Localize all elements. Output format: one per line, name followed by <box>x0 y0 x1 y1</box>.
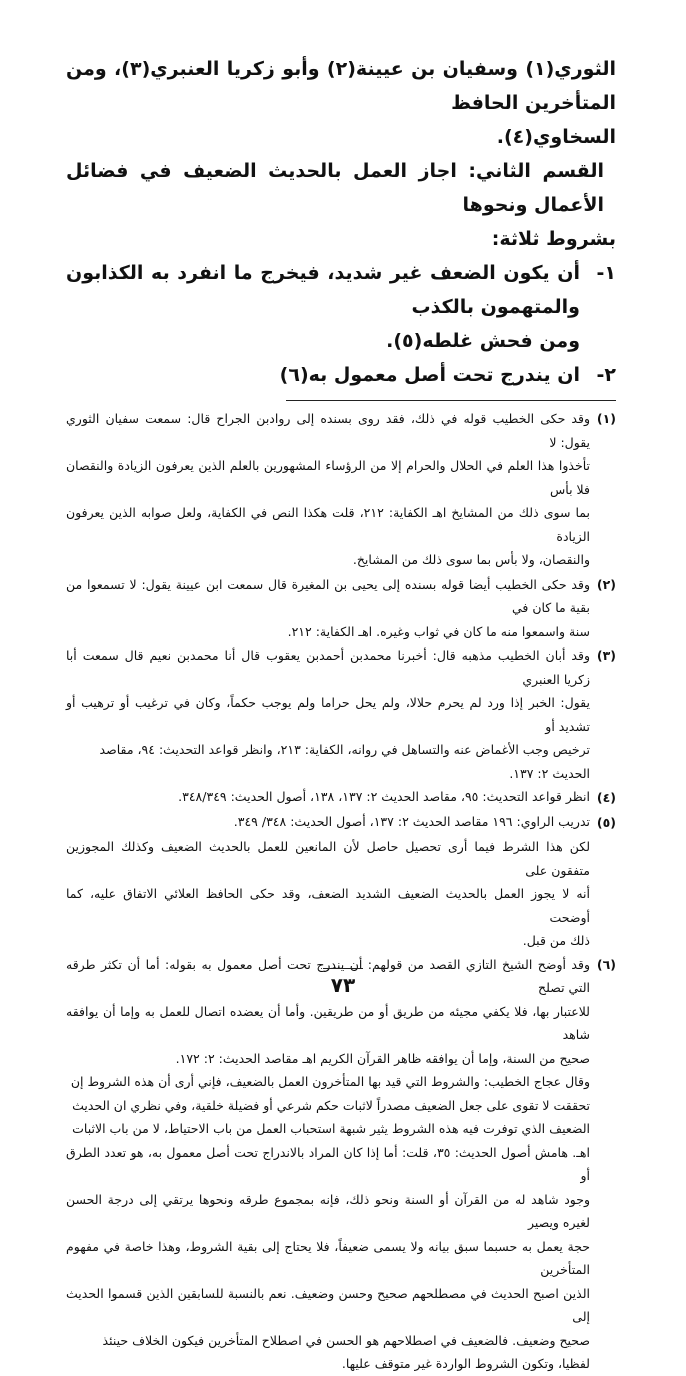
footnote-number: (٢) <box>596 576 616 592</box>
footnote-line: وقد حكى الخطيب أيضا قوله بسنده إلى يحيى بن المغيرة قال سمعت ابن عيينة يقول: لا تسمعوا من بقية ما كان في <box>66 576 590 615</box>
footnote-separator <box>286 400 616 401</box>
footnote-line: سنة واسمعوا منه ما كان في ثواب وغيره. اهـ الكفاية: ٢١٢. <box>287 623 590 639</box>
footnote-line: وقد أبان الخطيب مذهبه قال: أخبرنا محمدبن أحمدبن يعقوب قال أنا محمدبن نعيم قال سمعت أبا زكريا العنبري <box>66 648 590 687</box>
main-line: الثوري(١) وسفيان بن عيينة(٢) وأبو زكريا العنبري(٣)، ومن المتأخرين الحافظ <box>66 58 616 114</box>
footnotes <box>66 407 616 1376</box>
footnote-line: انظر قواعد التحديث: ٩٥، مقاصد الحديث ٢: ١٣٧، ١٣٨، أصول الحديث: ٣٤٨/٣٤٩. <box>178 789 590 804</box>
footnote-line: للاعتبار بها، فلا يكفي مجيئه من طريق أو من طريقين. وأما أن يعضده اتصال للعمل به وإما أن يوافقه شاهد <box>66 1003 590 1042</box>
footnote <box>66 786 616 810</box>
footnote-number: (٤) <box>596 790 616 805</box>
footnote-number: (١) <box>596 411 616 426</box>
condition-number: ٢- <box>596 364 616 386</box>
footnote-line: وقد حكى الخطيب قوله في ذلك، فقد روى بسنده إلى روادبن الجراح قال: سمعت سفيان الثوري يقول: لا <box>66 411 590 450</box>
footnote-line: يقول: الخبر إذا ورد لم يحرم حلالا، ولم يحل حراما ولم يوجب حكماً، وكان في ترغيب أو ترهيب أو تشديد أو <box>66 695 590 734</box>
footnote <box>66 407 616 572</box>
footnote-line: صحيح من السنة، وإما أن يوافقه ظاهر القرآن الكريم اهـ مقاصد الحديث: ٢: ١٧٢. <box>175 1050 590 1066</box>
condition-item <box>66 256 616 358</box>
footnote-line: تأخذوا هذا العلم في الحلال والحرام إلا من الرؤساء المشهورين بالعلم الذين يعرفون الزيادة والنقصان فلا بأس <box>66 458 590 497</box>
footnote-line: لكن هذا الشرط فيما أرى تحصيل حاصل لأن المانعين للعمل بالحديث الضعيف وكذلك المجوزين متفقون على <box>66 839 590 878</box>
footnote-number: (٦) <box>596 956 616 972</box>
main-text <box>66 52 616 392</box>
footnote-line: ترخيص وجب الأغماض عنه والتساهل في روانه، الكفاية: ٢١٣، وانظر قواعد التحديث: ٩٤، مقاصد <box>99 742 590 757</box>
footnote <box>66 811 616 835</box>
footnote-line: حجة يعمل به حسبما سبق بيانه ولا يسمى ضعيفاً، فلا يحتاج إلى بقية الشروط، وهذا خاصة في مفهوم المتأخرين <box>66 1238 590 1277</box>
footnote-line: أنه لا يجوز العمل بالحديث الضعيف الشديد الضعف، وقد حكى الحافظ العلائي الاتفاق عليه، كما أوضحت <box>66 886 590 925</box>
condition-line: أن يكون الضعف غير شديد، فيخرج ما انفرد به الكذابون والمتهمون بالكذب <box>66 262 580 318</box>
condition-item <box>66 358 616 392</box>
footnote-continuation <box>66 835 616 953</box>
footnote-line: تدريب الراوي: ١٩٦ مقاصد الحديث ٢: ١٣٧، أصول الحديث: ٣٤٨/ ٣٤٩. <box>233 813 590 829</box>
footnote-line: ذلك من قبل. <box>522 933 590 948</box>
footnote <box>66 644 616 785</box>
footnote-line: صحيح وضعيف. فالضعيف في اصطلاحهم هو الحسن في اصطلاح المتأخرين فيكون الخلاف حينئذ <box>102 1332 590 1348</box>
main-line: بشروط ثلاثة: <box>491 228 616 250</box>
footnote-number: (٥) <box>596 814 616 830</box>
page-number: ٧٣ <box>330 973 356 997</box>
footnote-line: وقد أوضح الشيخ التازي القصد من قولهم: أن يندرج تحت أصل معمول به بقوله: أما أن تكثر طرقه التي تصلح <box>66 956 590 995</box>
page-number-block <box>0 968 686 997</box>
footnote <box>66 573 616 644</box>
section-heading: القسم الثاني: اجاز العمل بالحديث الضعيف في فضائل الأعمال ونحوها <box>66 160 604 216</box>
condition-line: ان يندرج تحت أصل معمول به(٦) <box>279 364 580 386</box>
footnote-number: (٣) <box>596 648 616 663</box>
footnote-line: تحققت لا تقوى على جعل الضعيف مصدراً لاثبات حكم شرعي أو فضيلة خلقية، وفي نظري ان الحديث <box>72 1097 590 1113</box>
footnote-line: لفظيا، وتكون الشروط الواردة غير متوقف عليها. <box>341 1356 590 1371</box>
footnote-line: والنقصان، ولا بأس بما سوى ذلك من المشايخ. <box>352 552 590 567</box>
footnote-line: الذين اصبح الحديث في مصطلحهم صحيح وحسن وضعيف. نعم بالنسبة للسابقين الذين قسموا الحديث إلى <box>66 1285 590 1324</box>
footnote-line: وجود شاهد له من القرآن أو السنة ونحو ذلك، فإنه بمجموع طرقه ونحوها يرتقي إلى درجة الحسن لغيره ويصير <box>66 1191 590 1230</box>
footnote-line: الضعيف الذي توفرت فيه هذه الشروط يثير شبهة استحباب العمل من باب الاحتياط، لا من باب الاثبات <box>72 1121 590 1136</box>
main-line: السخاوي(٤). <box>496 126 616 148</box>
condition-line: ومن فحش غلطه(٥). <box>386 330 580 352</box>
footnote-line: وقال عجاج الخطيب: والشروط التي قيد بها المتأخرون العمل بالضعيف، فإني أرى أن هذه الشروط إن <box>70 1074 590 1089</box>
page-number-rule <box>323 968 363 969</box>
footnote-line: بما سوى ذلك من المشايخ اهـ الكفاية: ٢١٢، قلت هكذا النص في الكفاية، ولعل صوابه الذين يعرفون الزيادة <box>66 505 590 544</box>
footnote-line: الحديث ٢: ١٣٧. <box>509 765 590 781</box>
footnote-line: اهـ. هامش أصول الحديث: ٣٥، قلت: أما إذا كان المراد بالاندراج تحت أصل معمول به، هو تعدد الطرق أو <box>66 1144 590 1183</box>
footnote <box>66 953 616 1376</box>
condition-number: ١- <box>596 262 616 284</box>
